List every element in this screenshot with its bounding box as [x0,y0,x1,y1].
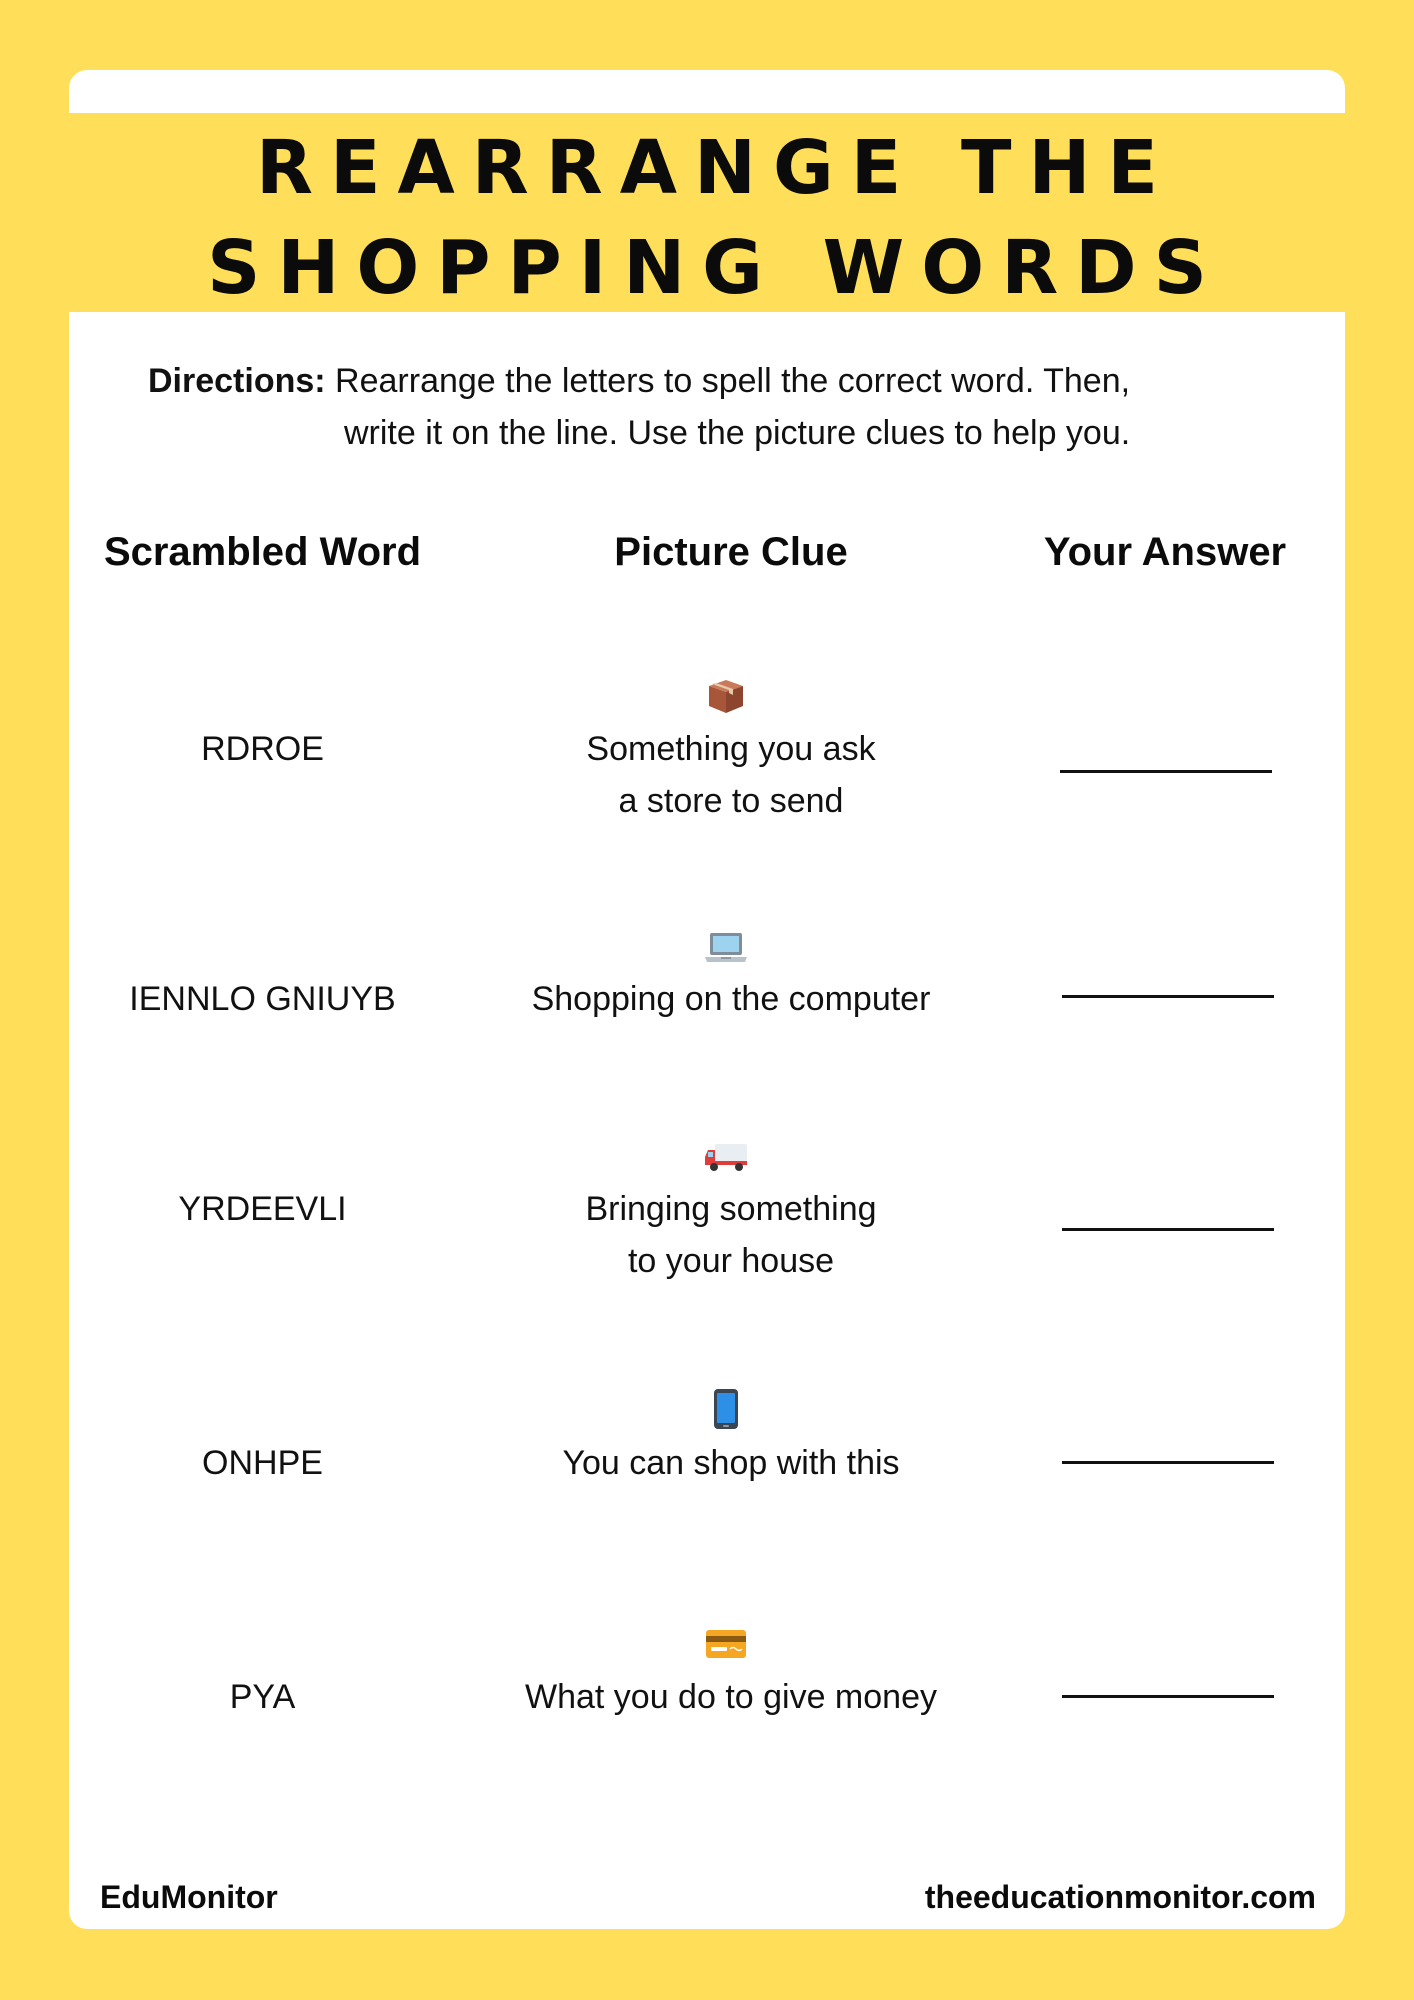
scrambled-word-4: ONHPE [202,1444,323,1482]
clue-1-line-1: Something you ask [586,730,876,768]
clue-5 [491,1671,971,1723]
clue-1-line-2: a store to send [618,782,844,820]
answer-line-4[interactable] [1062,1461,1274,1464]
answer-line-3[interactable] [1062,1228,1274,1231]
column-header-answer: Your Answer [1043,530,1287,574]
credit-card-icon [701,1624,751,1664]
answer-line-2[interactable] [1062,995,1274,998]
directions-text-2: write it on the line. Use the picture clues to help you. [344,414,1131,452]
clue-3 [491,1183,971,1287]
package-icon [701,676,751,716]
scrambled-word-3: YRDEEVLI [178,1190,347,1228]
footer-brand: EduMonitor [100,1879,278,1915]
clue-4-line-1: You can shop with this [562,1444,900,1482]
directions [148,355,1298,459]
clue-2 [491,973,971,1025]
clue-2-line-1: Shopping on the computer [531,980,931,1018]
directions-text-1: Rearrange the letters to spell the correct word. Then, [335,362,1131,400]
scrambled-word-5: PYA [229,1678,296,1716]
clue-3-line-1: Bringing something [585,1190,877,1228]
clue-1 [491,723,971,827]
clue-4 [491,1437,971,1489]
laptop-icon [701,927,751,967]
answer-line-5[interactable] [1062,1695,1274,1698]
mobile-phone-icon [701,1389,751,1429]
scrambled-word-1: RDROE [201,730,324,768]
directions-label: Directions: [148,362,326,400]
title-line-2: SHOPPING WORDS [207,225,1224,311]
clue-3-line-2: to your house [627,1242,835,1280]
card-top-strip [69,70,1345,113]
footer-website: theeducationmonitor.com [924,1879,1316,1915]
title-line-1: REARRANGE THE [256,125,1175,211]
delivery-truck-icon [701,1136,751,1176]
answer-line-1[interactable] [1060,770,1272,773]
page-title [0,118,1414,318]
clue-5-line-1: What you do to give money [524,1678,937,1716]
column-header-scrambled: Scrambled Word [103,530,422,574]
column-header-clue: Picture Clue [614,530,848,574]
scrambled-word-2: IENNLO GNIUYB [129,980,396,1018]
